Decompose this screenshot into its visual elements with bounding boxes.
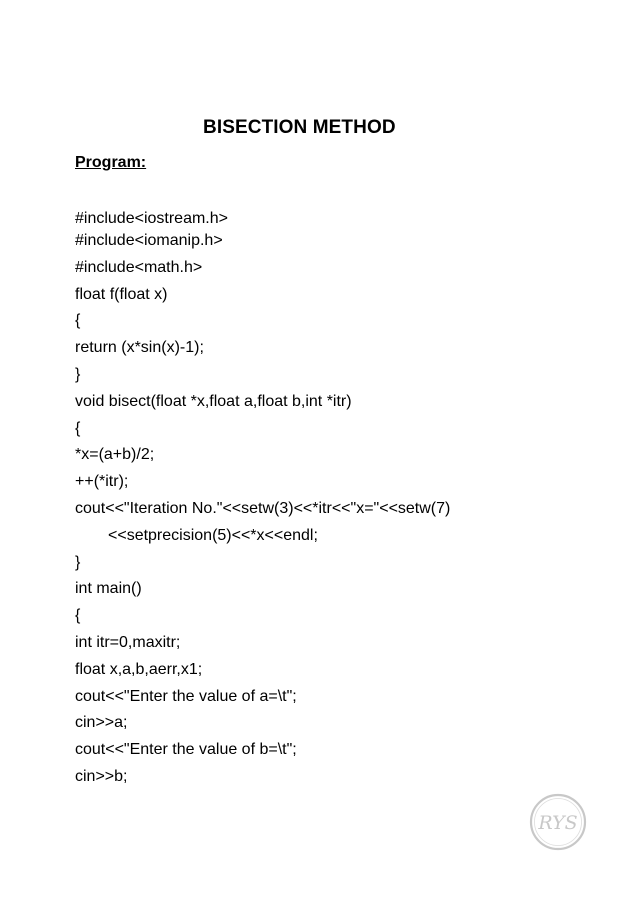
rys-watermark-logo bbox=[529, 793, 587, 851]
code-line: *x=(a+b)/2; bbox=[75, 446, 155, 464]
code-line: cout<<"Enter the value of a=\t"; bbox=[75, 687, 297, 705]
code-line: } bbox=[75, 365, 81, 383]
document-title: BISECTION METHOD bbox=[203, 117, 396, 138]
code-line: void bisect(float *x,float a,float b,int *itr) bbox=[75, 392, 352, 410]
code-line: { bbox=[75, 607, 81, 625]
code-line: cin>>b; bbox=[75, 767, 128, 785]
code-line: return (x*sin(x)-1); bbox=[75, 339, 204, 357]
code-line: int itr=0,maxitr; bbox=[75, 633, 181, 651]
code-line: cout<<"Enter the value of b=\t"; bbox=[75, 741, 297, 759]
program-heading: Program: bbox=[75, 154, 147, 171]
code-line: cin>>a; bbox=[75, 714, 128, 732]
code-listing bbox=[75, 206, 595, 791]
watermark-text: RYS bbox=[538, 812, 578, 834]
code-line: float f(float x) bbox=[75, 285, 168, 303]
code-line: #include<iostream.h> bbox=[75, 210, 228, 227]
code-line: ++(*itr); bbox=[75, 473, 129, 491]
code-line: float x,a,b,aerr,x1; bbox=[75, 660, 203, 678]
code-line: } bbox=[75, 553, 81, 571]
code-line: #include<iomanip.h> bbox=[75, 232, 223, 249]
code-line: cout<<"Iteration No."<<setw(3)<<*itr<<"x="<<setw(7) bbox=[75, 499, 451, 517]
code-line: int main() bbox=[75, 580, 142, 598]
code-line: { bbox=[75, 312, 81, 330]
code-line: <<setprecision(5)<<*x<<endl; bbox=[108, 526, 318, 544]
code-line: #include<math.h> bbox=[75, 258, 203, 276]
code-line: { bbox=[75, 419, 81, 437]
